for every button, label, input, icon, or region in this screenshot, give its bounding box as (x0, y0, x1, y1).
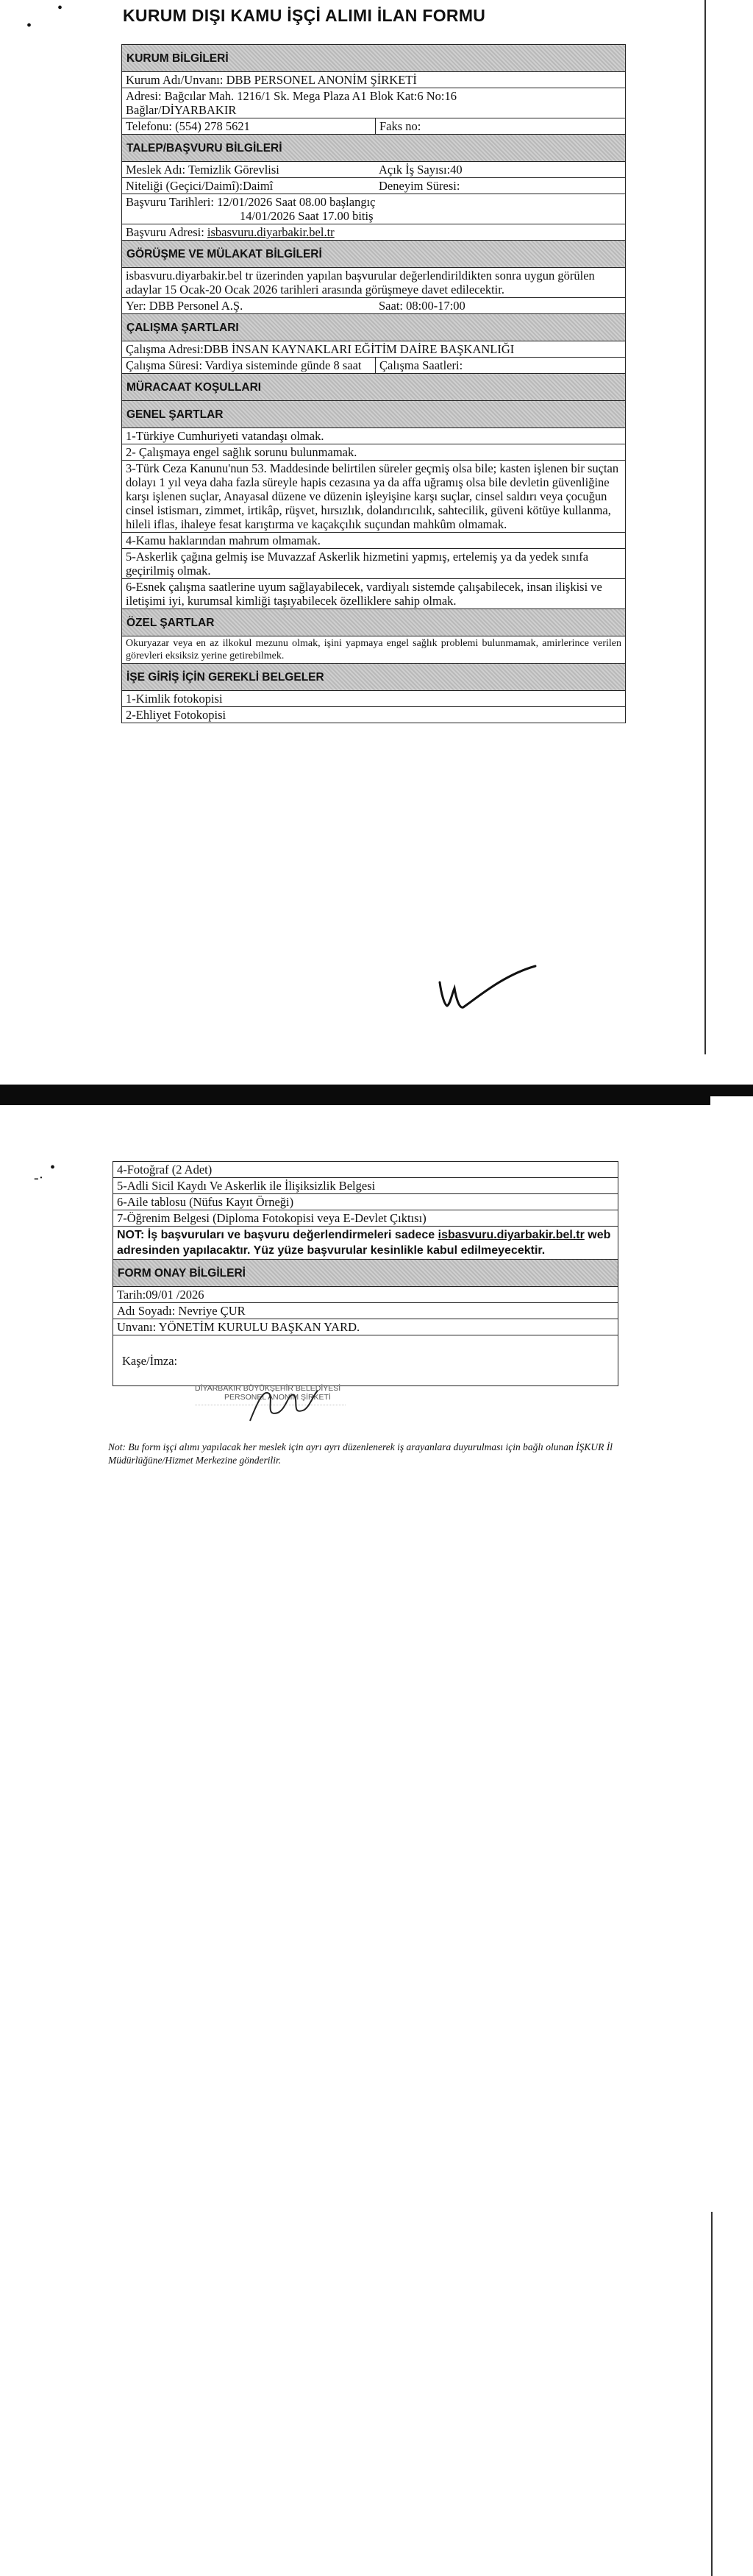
genel-item-row: 4-Kamu haklarından mahrum olmamak. (122, 533, 625, 549)
scan-mark: -· (34, 1170, 44, 1186)
genel-item-row: 2- Çalışmaya engel sağlık sorunu bulunmamak. (122, 444, 625, 461)
signature-initials (434, 960, 544, 1019)
page-divider (0, 1085, 753, 1105)
meslek-row: Meslek Adı: Temizlik Görevlisi Açık İş Sayısı:40 (122, 162, 625, 178)
basvuru-tarih-row: Başvuru Tarihleri: 12/01/2026 Saat 08.00 başlangıç 14/01/2026 Saat 17.00 bitiş (122, 194, 625, 224)
company-stamp: DİYARBAKIR BÜYÜKŞEHİR BELEDİYESİ PERSONEL ANONİM ŞİRKETİ (195, 1384, 346, 1423)
section-header: MÜRACAAT KOŞULLARI (122, 374, 625, 401)
belge-item-row: 6-Aile tablosu (Nüfus Kayıt Örneği) (113, 1194, 618, 1210)
not-link[interactable]: isbasvuru.diyarbakir.bel.tr (438, 1229, 585, 1241)
page-one (0, 0, 753, 1078)
form-table-page1 (121, 44, 626, 723)
basvuru-adres-row: Başvuru Adresi: isbasvuru.diyarbakir.bel.tr (122, 224, 625, 241)
scan-mark: • (57, 0, 63, 16)
nitelik-row: Niteliği (Geçici/Daimî):Daimî Deneyim Süresi: (122, 178, 625, 194)
section-header: TALEP/BAŞVURU BİLGİLERİ (122, 135, 625, 162)
section-header: ÖZEL ŞARTLAR (122, 609, 625, 636)
belge-item-row: 1-Kimlik fotokopisi (122, 691, 625, 707)
belge-item-row: 5-Adli Sicil Kaydı Ve Askerlik ile İlişiksizlik Belgesi (113, 1178, 618, 1194)
scan-mark: • (26, 18, 32, 34)
genel-item-row: 5-Askerlik çağına gelmiş ise Muvazzaf Askerlik hizmetini yapmış, ertelemiş ya da yedek sınıfa geçirilmiş olmak. (122, 549, 625, 579)
section-header: İŞE GİRİŞ İÇİN GEREKLİ BELGELER (122, 664, 625, 691)
belge-item-row: 2-Ehliyet Fotokopisi (126, 708, 226, 722)
genel-item-row: 1-Türkiye Cumhuriyeti vatandaşı olmak. (122, 428, 625, 444)
genel-item-row: 3-Türk Ceza Kanunu'nun 53. Maddesinde belirtilen süreler geçmiş olsa bile; kasten işlenen bir suçtan dolayı 1 yıl veya daha fazla süreyle hapis cezasına ya da affa uğramış olsa bile devletin güvenliğine karşı işlenen suçlar, Anayasal düzene ve düzenin işleyişine karşı suçlar, cinsel saldırı veya çocuğun cinsel istismarı, zimmet, irtikâp, rüşvet, hırsızlık, dolandırıcılık, sahtecilik, güveni kötüye kullanma, hileli iflas, ihaleye fesat karıştırma ve kaçakçılık suçundan mahkûm olmamak. (122, 461, 625, 533)
genel-item-row: 6-Esnek çalışma saatlerine uyum sağlayabilecek, vardiyalı sistemde çalışabilecek, insan ilişkisi ve iletişimi iyi, kurumsal kimliği taşıyabilecek özelliklere sahip olmak. (122, 579, 625, 609)
onay-tarih-row: Tarih:09/01 /2026 (113, 1287, 618, 1303)
section-header: KURUM BİLGİLERİ (122, 45, 625, 72)
kurum-telefon-row: Telefonu: (554) 278 5621 Faks no: (122, 118, 625, 135)
scan-edge-line (711, 2212, 713, 2576)
section-header: GÖRÜŞME VE MÜLAKAT BİLGİLERİ (122, 241, 625, 268)
basvuru-not-row: NOT: İş başvuruları ve başvuru değerlendirmeleri sadece isbasvuru.diyarbakir.bel.tr web adresinden yapılacaktır. Yüz yüze başvurular kesinlikle kabul edilmeyecektir. (113, 1227, 618, 1260)
kurum-adres-row: Adresi: Bağcılar Mah. 1216/1 Sk. Mega Plaza A1 Blok Kat:6 No:16 Bağlar/DİYARBAKIR (122, 88, 625, 118)
calisma-sure-row: Çalışma Süresi: Vardiya sisteminde günde 8 saat Çalışma Saatleri: (122, 358, 625, 374)
kurum-adi-row: Kurum Adı/Unvanı: DBB PERSONEL ANONİM ŞİRKETİ (122, 72, 625, 88)
gorusme-text-row: isbasvuru.diyarbakir.bel tr üzerinden yapılan başvurular değerlendirildikten sonra uygun görülen adaylar 15 Ocak-20 Ocak 2026 tarihleri arasında görüşmeye davet edilecektir. (122, 268, 625, 298)
footer-note: Not: Bu form işçi alımı yapılacak her meslek için ayrı ayrı düzenlenerek iş arayanlara duyurulması için bağlı olunan İŞKUR İl Müdürlüğüne/Hizmet Merkezine gönderilir. (108, 1441, 613, 1466)
form-title: KURUM DIŞI KAMU İŞÇİ ALIMI İLAN FORMU (123, 6, 486, 25)
onay-kase-row: Kaşe/İmza: (122, 1353, 178, 1368)
onay-adi-row: Adı Soyadı: Nevriye ÇUR (113, 1303, 618, 1319)
basvuru-link[interactable]: isbasvuru.diyarbakir.bel.tr (207, 225, 335, 239)
gorusme-yer-row: Yer: DBB Personel A.Ş. Saat: 08:00-17:00 (122, 298, 625, 314)
form-table-page2 (113, 1161, 618, 1386)
signature-scribble (243, 1380, 324, 1432)
scan-edge-line (704, 0, 706, 1054)
section-header: FORM ONAY BİLGİLERİ (113, 1260, 618, 1287)
page-divider-gap (710, 1096, 753, 1105)
section-header: ÇALIŞMA ŞARTLARI (122, 314, 625, 341)
scan-mark: • (50, 1160, 56, 1176)
ozel-text-row: Okuryazar veya en az ilkokul mezunu olmak, işini yapmaya engel sağlık problemi bulunmamak, amirlerince verilen görevleri eksiksiz yerine getirebilmek. (122, 636, 625, 664)
belge-item-row: 4-Fotoğraf (2 Adet) (113, 1162, 618, 1178)
section-header: GENEL ŞARTLAR (122, 401, 625, 428)
belge-item-row: 7-Öğrenim Belgesi (Diploma Fotokopisi veya E-Devlet Çıktısı) (113, 1210, 618, 1227)
onay-unvan-row: Unvanı: YÖNETİM KURULU BAŞKAN YARD. (113, 1319, 618, 1335)
calisma-adres-row: Çalışma Adresi:DBB İNSAN KAYNAKLARI EĞİTİM DAİRE BAŞKANLIĞI (122, 341, 625, 358)
